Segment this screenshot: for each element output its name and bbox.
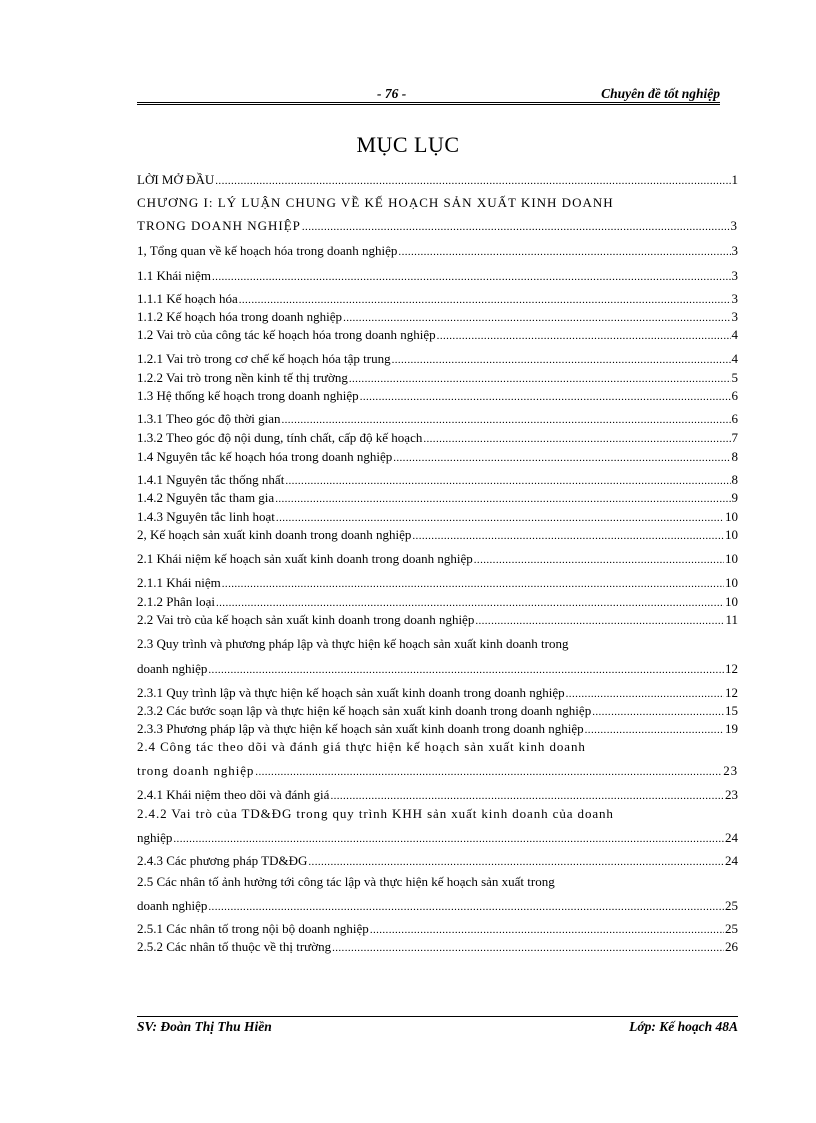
toc-entry[interactable] (137, 490, 738, 507)
toc-entry-label: 2.1 Khái niệm kế hoạch sản xuất kinh doanh trong doanh nghiệp (137, 551, 473, 566)
document-type: Chuyên đề tốt nghiệp (601, 86, 720, 101)
toc-entry-label: 1, Tổng quan về kế hoạch hóa trong doanh nghiệp (137, 243, 398, 258)
toc-entry-page: 5 (731, 370, 738, 385)
toc-entry-label-line1[interactable]: 2.3 Quy trình và phương pháp lập và thực hiện kế hoạch sản xuất kinh doanh trong (137, 636, 569, 651)
toc-entry-label: 2.5.1 Các nhân tố trong nội bộ doanh nghiệp (137, 921, 369, 936)
toc-entry-label: 1.3 Hệ thống kế hoạch trong doanh nghiệp (137, 388, 359, 403)
toc-entry-label: 2.3.3 Phương pháp lập và thực hiện kế hoạch sản xuất kinh doanh trong doanh nghiệp (137, 721, 584, 736)
toc-entry-label: 2.4.3 Các phương pháp TD&ĐG (137, 853, 308, 868)
toc-entry-label: 2.3.2 Các bước soạn lập và thực hiện kế hoạch sản xuất kinh doanh trong doanh nghiệp (137, 703, 592, 718)
toc-entry-page: 3 (731, 268, 738, 283)
toc-entry-page: 10 (725, 527, 738, 542)
toc-entry-page: 10 (725, 575, 738, 590)
toc-entry-page: 1 (731, 172, 738, 187)
toc-entry[interactable] (137, 509, 738, 526)
page-header (137, 86, 720, 102)
header-rule (137, 102, 720, 103)
toc-entry[interactable] (137, 472, 738, 489)
class-name: Lớp: Kế hoạch 48A (629, 1019, 738, 1034)
toc-entry[interactable] (137, 218, 738, 235)
toc-entry[interactable] (137, 575, 738, 592)
toc-entry[interactable] (137, 763, 738, 780)
toc-entry-page: 10 (725, 509, 738, 524)
header-rule-thin (137, 104, 720, 105)
toc-entry[interactable] (137, 291, 738, 308)
toc-entry-label: 2.1.2 Phân loại (137, 594, 215, 609)
toc-entry-label: 2.3.1 Quy trình lập và thực hiện kế hoạch sản xuất kinh doanh trong doanh nghiệp (137, 685, 565, 700)
toc-entry-page: 15 (725, 703, 738, 718)
toc-entry[interactable] (137, 787, 738, 804)
toc-entry-page: 23 (723, 763, 738, 778)
toc-entry-label: 1.2.1 Vai trò trong cơ chế kế hoạch hóa tập trung (137, 351, 391, 366)
toc-entry-page: 24 (725, 853, 738, 868)
toc-entry-page: 19 (725, 721, 738, 736)
toc-entry-page: 6 (731, 411, 738, 426)
toc-entry[interactable] (137, 853, 738, 870)
toc-entry-label: 1.4.2 Nguyên tắc tham gia (137, 490, 275, 505)
toc-entry[interactable] (137, 721, 738, 738)
toc-entry-page: 12 (725, 661, 738, 676)
toc-entry[interactable] (137, 612, 738, 629)
toc-entry-label: 1.3.1 Theo góc độ thời gian (137, 411, 281, 426)
toc-entry-page: 24 (725, 830, 738, 845)
toc-entry-label: 2.5.2 Các nhân tố thuộc về thị trường (137, 939, 332, 954)
toc-entry-label: doanh nghiệp (137, 898, 208, 913)
toc-entry[interactable] (137, 898, 738, 915)
toc-entry[interactable] (137, 551, 738, 568)
toc-entry-page: 25 (725, 921, 738, 936)
toc-entry-label: 2.1.1 Khái niệm (137, 575, 221, 590)
toc-entry-page: 10 (725, 594, 738, 609)
toc-entry-page: 4 (731, 351, 738, 366)
toc-entry[interactable] (137, 370, 738, 387)
toc-entry-label: 1.1.2 Kế hoạch hóa trong doanh nghiệp (137, 309, 343, 324)
toc-entry-page: 23 (725, 787, 738, 802)
toc-entry-page: 8 (731, 472, 738, 487)
toc-entry-label-line1[interactable]: CHƯƠNG I: LÝ LUẬN CHUNG VỀ KẾ HOẠCH SẢN XUẤT KINH DOANH (137, 195, 614, 210)
toc-entry-page: 11 (725, 612, 738, 627)
toc-entry-page: 3 (731, 243, 738, 258)
toc-entry[interactable] (137, 351, 738, 368)
toc-entry-label: LỜI MỞ ĐẦU (137, 172, 215, 187)
toc-entry-label: 1.2.2 Vai trò trong nền kinh tế thị trường (137, 370, 348, 385)
toc-entry[interactable] (137, 172, 738, 189)
toc-entry-label-line1[interactable]: 2.4.2 Vai trò của TD&ĐG trong quy trình KHH sản xuất kinh doanh của doanh (137, 806, 614, 821)
toc-entry[interactable] (137, 430, 738, 447)
toc-entry-label: 1.4.1 Nguyên tắc thống nhất (137, 472, 285, 487)
toc-entry-page: 12 (725, 685, 738, 700)
toc-entry[interactable] (137, 703, 738, 720)
toc-entry-page: 3 (731, 291, 738, 306)
toc-entry[interactable] (137, 527, 738, 544)
toc-entry-page: 3 (730, 218, 738, 233)
toc-entry-label: 2.2 Vai trò của kế hoạch sản xuất kinh doanh trong doanh nghiệp (137, 612, 475, 627)
toc-entry-label: TRONG DOANH NGHIỆP (137, 218, 301, 233)
toc-entry-label: 1.1 Khái niệm (137, 268, 212, 283)
toc-entry-page: 8 (731, 449, 738, 464)
toc-entry-page: 4 (731, 327, 738, 342)
student-name: SV: Đoàn Thị Thu Hiền (137, 1019, 272, 1034)
page-number: - 76 - (377, 86, 407, 101)
toc-entry-page: 3 (731, 309, 738, 324)
toc-entry[interactable] (137, 594, 738, 611)
toc-entry[interactable] (137, 921, 738, 938)
toc-entry-label: 2.4.1 Khái niệm theo dõi và đánh giá (137, 787, 330, 802)
toc-entry[interactable] (137, 661, 738, 678)
toc-entry[interactable] (137, 449, 738, 466)
toc-entry[interactable] (137, 243, 738, 260)
toc-entry[interactable] (137, 388, 738, 405)
toc-entry-page: 26 (725, 939, 738, 954)
toc-entry-page: 25 (725, 898, 738, 913)
toc-entry-page: 6 (731, 388, 738, 403)
page-footer (137, 1019, 738, 1037)
toc-entry[interactable] (137, 830, 738, 847)
toc-entry-label: 1.2 Vai trò của công tác kế hoạch hóa trong doanh nghiệp (137, 327, 436, 342)
toc-entry-label-line1[interactable]: 2.4 Công tác theo dõi và đánh giá thực hiện kế hoạch sản xuất kinh doanh (137, 739, 586, 754)
toc-entry-label: trong doanh nghiệp (137, 763, 255, 778)
toc-entry[interactable] (137, 411, 738, 428)
toc-entry-page: 9 (731, 490, 738, 505)
toc-entry-label: 1.4.3 Nguyên tắc linh hoạt (137, 509, 275, 524)
toc-entry[interactable] (137, 685, 738, 702)
toc-entry-label-line1[interactable]: 2.5 Các nhân tố ảnh hưởng tới công tác lập và thực hiện kế hoạch sản xuất trong (137, 874, 555, 889)
toc-entry[interactable] (137, 309, 738, 326)
toc-entry[interactable] (137, 268, 738, 285)
toc-entry-label: 1.4 Nguyên tắc kế hoạch hóa trong doanh nghiệp (137, 449, 393, 464)
toc-entry-label: 1.1.1 Kế hoạch hóa (137, 291, 238, 306)
toc-entry-page: 7 (731, 430, 738, 445)
toc-entry-label: 1.3.2 Theo góc độ nội dung, tính chất, cấp độ kế hoạch (137, 430, 423, 445)
footer-rule (137, 1016, 738, 1017)
toc-entry[interactable] (137, 327, 738, 344)
toc-entry-page: 10 (725, 551, 738, 566)
toc-entry-label: doanh nghiệp (137, 661, 208, 676)
toc-entry-label: nghiệp (137, 830, 173, 845)
page-title: MỤC LỤC (356, 132, 460, 157)
toc-entry[interactable] (137, 939, 738, 956)
toc-entry-label: 2, Kế hoạch sản xuất kinh doanh trong doanh nghiệp (137, 527, 412, 542)
